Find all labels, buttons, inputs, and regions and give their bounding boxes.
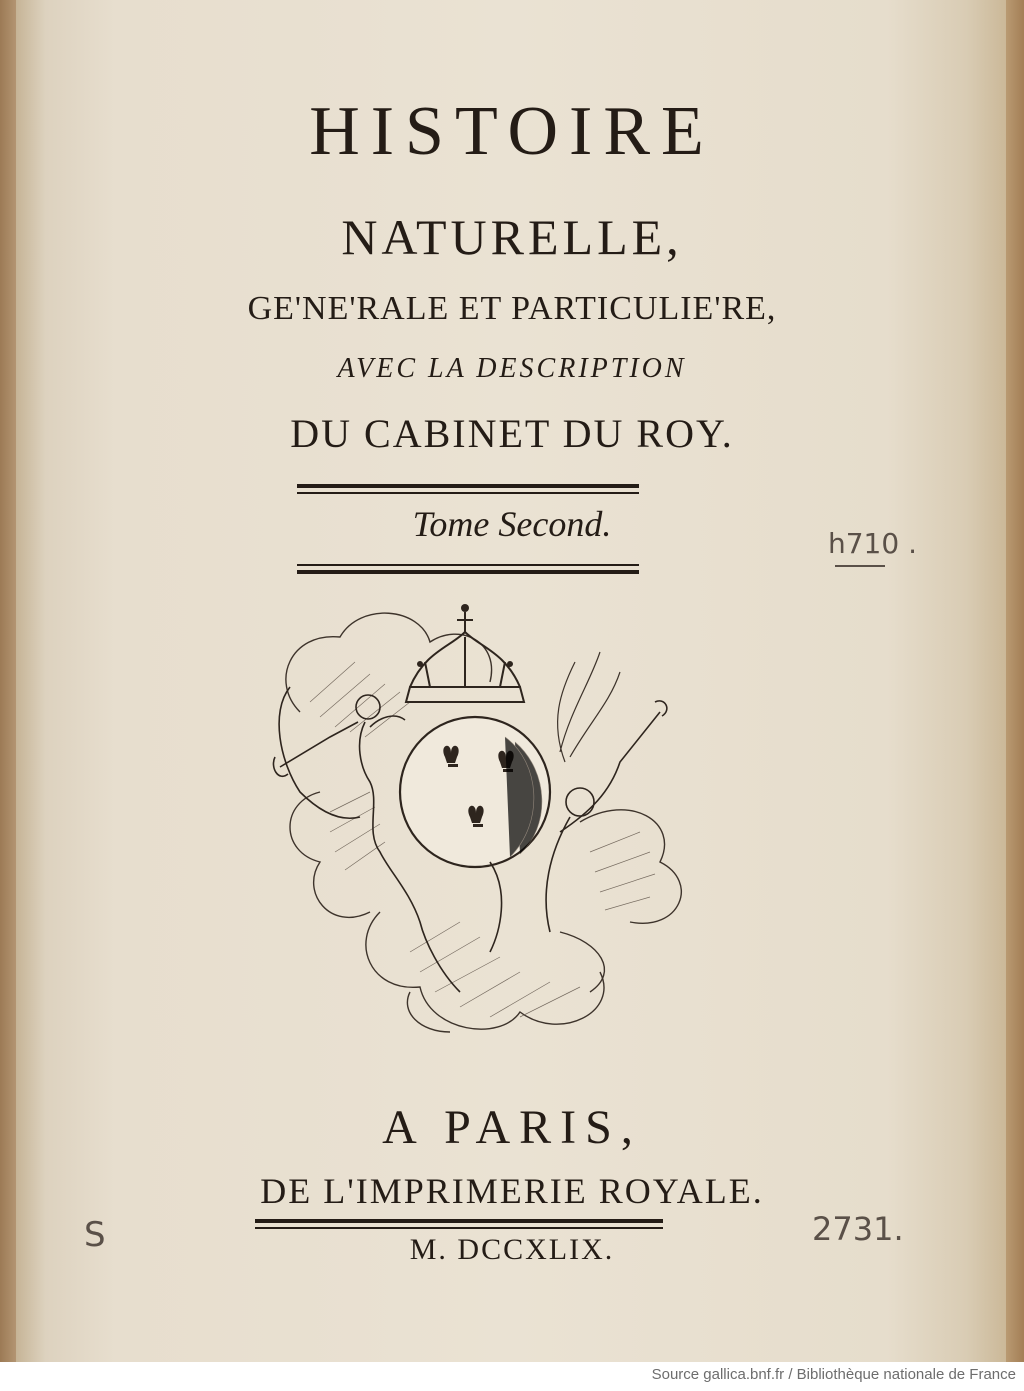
source-credit: Source gallica.bnf.fr / Bibliothèque nationale de France	[651, 1366, 1016, 1383]
rule-mid-thick	[297, 570, 639, 574]
royal-arms-vignette-icon	[260, 592, 730, 1070]
rule-top-thin	[297, 492, 639, 494]
title-line-avec: AVEC LA DESCRIPTION	[337, 353, 687, 384]
title-line-naturelle: NATURELLE,	[341, 209, 683, 265]
rule-top-thick	[297, 484, 639, 488]
handwritten-shelfmark-top: h710 .	[828, 527, 917, 560]
handwritten-underline	[835, 565, 885, 567]
title-line-histoire: HISTOIRE	[309, 93, 715, 170]
page-edge	[1006, 0, 1024, 1362]
imprint-year: M. DCCXLIX.	[409, 1233, 615, 1266]
imprint-printer: DE L'IMPRIMERIE ROYALE.	[260, 1171, 764, 1211]
book-spine	[0, 0, 16, 1362]
imprint-place: A PARIS,	[382, 1101, 642, 1154]
volume-label: Tome Second.	[412, 504, 612, 544]
rule-bottom-thin	[255, 1227, 663, 1229]
title-line-generale: GE'NE'RALE ET PARTICULIE'RE,	[247, 290, 777, 327]
handwritten-shelfmark-left: S	[84, 1215, 106, 1255]
title-line-cabinet: DU CABINET DU ROY.	[290, 411, 734, 456]
rule-bottom-thick	[255, 1219, 663, 1223]
rule-mid-thin	[297, 564, 639, 566]
handwritten-shelfmark-bottom: 2731.	[812, 1210, 904, 1248]
